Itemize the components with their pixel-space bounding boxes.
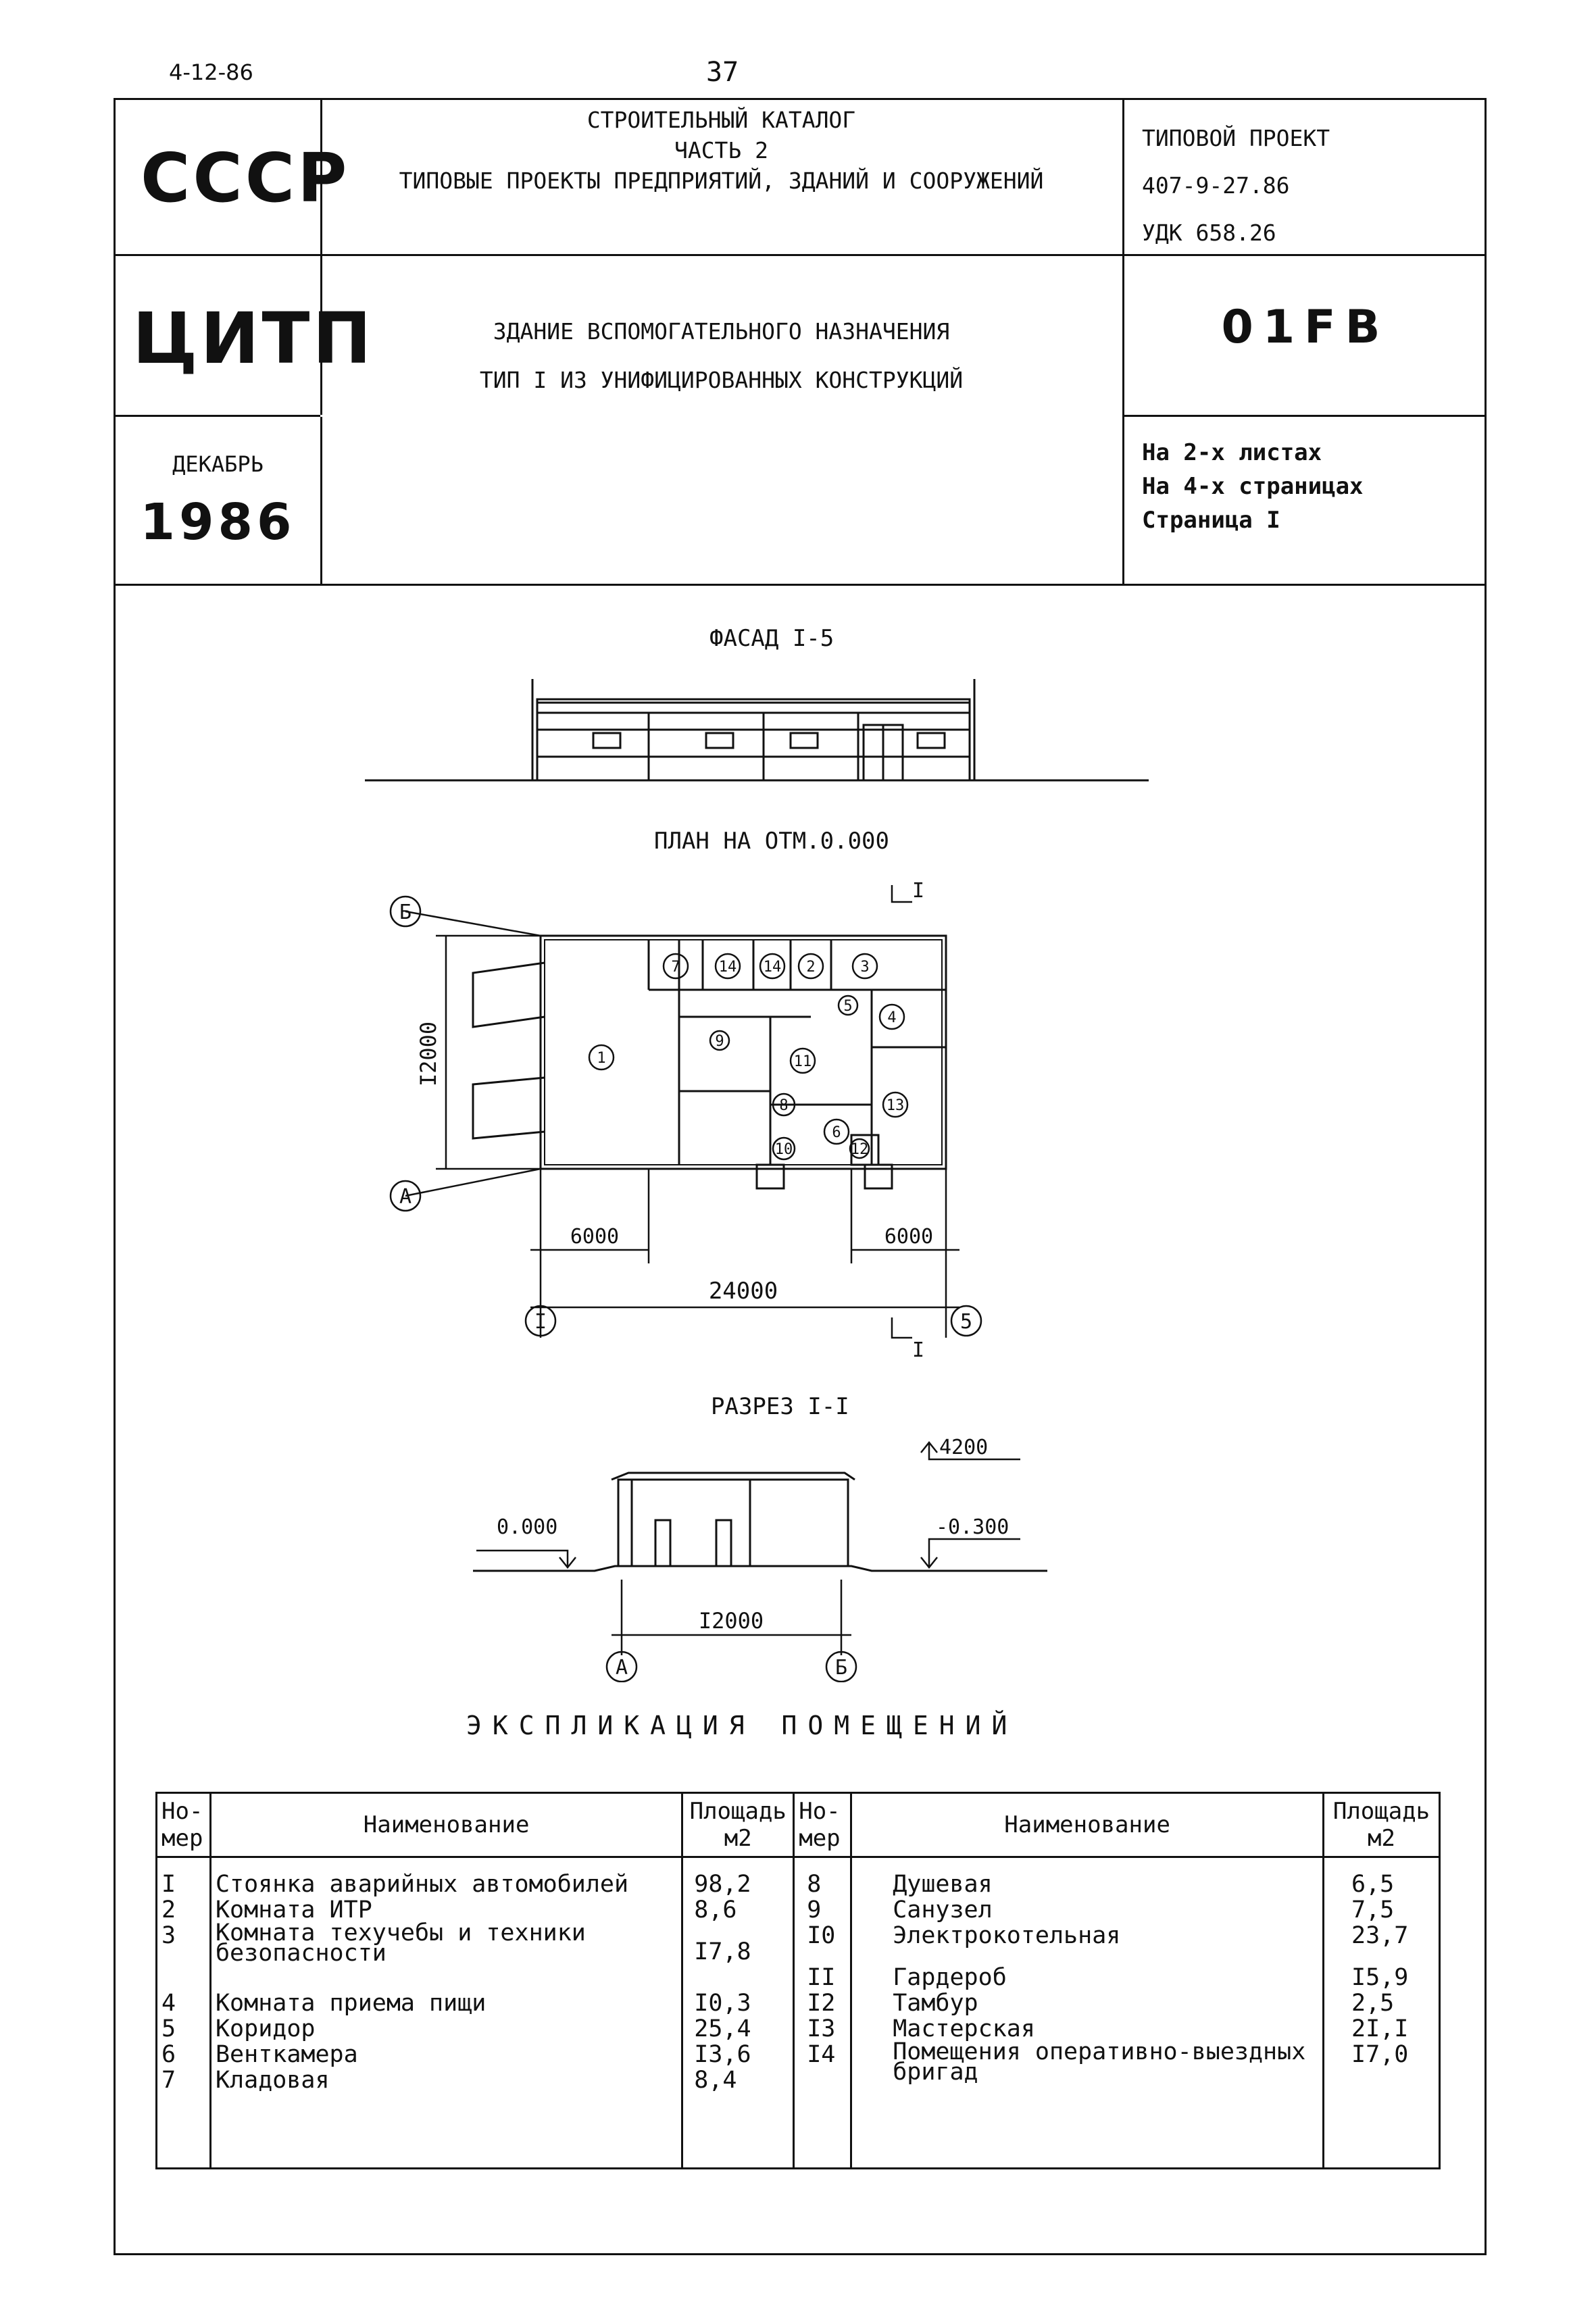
- dim-left: 6000: [570, 1225, 620, 1249]
- room-name: Кладовая: [210, 2067, 682, 2093]
- table-header-row: [157, 1793, 1440, 1857]
- project-info: [1142, 115, 1330, 257]
- room-num: I3: [794, 2016, 851, 2042]
- dim-right: 6000: [884, 1225, 934, 1249]
- sheet-line: Страница I: [1142, 507, 1280, 534]
- room-area: 8,4: [682, 2067, 794, 2093]
- col-header-name: Наименование: [210, 1793, 682, 1857]
- room-name: [210, 2093, 682, 2169]
- project-number: 407-9-27.86: [1142, 172, 1290, 199]
- page-number: 37: [706, 57, 739, 88]
- room-name: Венткамера: [210, 2042, 682, 2067]
- room-name: Комната приема пищи: [210, 1990, 682, 2016]
- section-title: РАЗРЕЗ I-I: [711, 1393, 849, 1420]
- room-number: 13: [886, 1097, 905, 1114]
- room-number: 1: [597, 1050, 606, 1067]
- room-name: Коридор: [210, 2016, 682, 2042]
- cccp-label: СССР: [141, 139, 350, 218]
- month: ДЕКАБРЬ: [172, 451, 264, 477]
- table-row: [157, 1990, 1440, 2016]
- plan-drawing: [378, 872, 1054, 1358]
- facade-title: ФАСАД I-5: [709, 625, 834, 652]
- section-outline: [618, 1480, 848, 1566]
- citp-label: ЦИТП: [132, 297, 374, 380]
- catalog-line: ЧАСТЬ 2: [674, 137, 769, 164]
- facade-drawing: [365, 665, 1149, 794]
- section-drawing: [466, 1426, 1047, 1682]
- room-area: [1324, 2093, 1440, 2169]
- room-num: 2: [157, 1897, 211, 1923]
- doc-code: 4-12-86: [169, 59, 253, 85]
- room-area: I7,8: [682, 1923, 794, 1965]
- room-name: Комната техучебы и техники безопасности: [210, 1923, 682, 1965]
- room-area: 98,2: [682, 1857, 794, 1898]
- room-area: I7,0: [1324, 2042, 1440, 2067]
- catalog-line: СТРОИТЕЛЬНЫЙ КАТАЛОГ: [587, 107, 856, 133]
- gap: [320, 415, 1122, 417]
- facade-window: [706, 733, 733, 748]
- room-area: 2,5: [1324, 1990, 1440, 2016]
- room-num: 8: [794, 1857, 851, 1898]
- room-area: I0,3: [682, 1990, 794, 2016]
- level-zero: 0.000: [497, 1515, 558, 1539]
- room-name: Комната ИТР: [210, 1897, 682, 1923]
- room-number: 14: [718, 959, 737, 976]
- room-name: Помещения оперативно-выездных бригад: [851, 2042, 1324, 2093]
- room-name: Мастерская: [851, 2016, 1324, 2042]
- room-area: 7,5: [1324, 1897, 1440, 1923]
- room-num: [157, 2093, 211, 2169]
- sheet-line: На 4-х страницах: [1142, 473, 1364, 500]
- room-num: I: [157, 1857, 211, 1898]
- room-number: 12: [850, 1141, 869, 1158]
- axis-label-5: 5: [959, 1310, 973, 1334]
- room-name: [210, 1965, 682, 1990]
- room-num: [794, 2093, 851, 2169]
- sheet-info: [1142, 436, 1364, 537]
- room-number: 5: [843, 998, 853, 1015]
- explication-table: [155, 1792, 1441, 2169]
- room-name: Электрокотельная: [851, 1923, 1324, 1965]
- axis-line: [405, 911, 541, 936]
- room-num: [157, 1965, 211, 1990]
- room-area: 25,4: [682, 2016, 794, 2042]
- room-number: 10: [774, 1141, 793, 1158]
- table-row: [157, 1857, 1440, 1898]
- col-header-num: Но- мер: [794, 1793, 851, 1857]
- room-name: [851, 2093, 1324, 2169]
- level-mark: [476, 1551, 576, 1567]
- col-header-num: Но- мер: [157, 1793, 211, 1857]
- room-number: 14: [763, 959, 782, 976]
- divider: [114, 584, 1487, 586]
- room-num: 3: [157, 1923, 211, 1965]
- facade-window: [791, 733, 818, 748]
- room-num: 5: [157, 2016, 211, 2042]
- cut-mark-top: [892, 885, 912, 902]
- document-code: 01FB: [1221, 301, 1390, 354]
- room-num: I2: [794, 1990, 851, 2016]
- table-row: [157, 1923, 1440, 1965]
- building-line: ЗДАНИЕ ВСПОМОГАТЕЛЬНОГО НАЗНАЧЕНИЯ: [493, 318, 950, 345]
- facade-outline: [537, 699, 970, 780]
- room-name: Стоянка аварийных автомобилей: [210, 1857, 682, 1898]
- room-area: 8,6: [682, 1897, 794, 1923]
- room-num: 4: [157, 1990, 211, 2016]
- room-num: II: [794, 1965, 851, 1990]
- catalog-line: ТИПОВЫЕ ПРОЕКТЫ ПРЕДПРИЯТИЙ, ЗДАНИЙ И СООРУЖЕНИЙ: [399, 168, 1044, 194]
- room-name: Санузел: [851, 1897, 1324, 1923]
- room-number: 9: [715, 1033, 724, 1050]
- room-number: 8: [779, 1097, 789, 1114]
- section-dim: I2000: [698, 1608, 764, 1634]
- section-door: [716, 1520, 731, 1566]
- room-number: 2: [806, 959, 816, 976]
- col-header-area: Площадь м2: [682, 1793, 794, 1857]
- room-number: 6: [832, 1124, 841, 1141]
- col-header-area: Площадь м2: [1324, 1793, 1440, 1857]
- udk-code: УДК 658.26: [1142, 220, 1276, 246]
- room-area: [1324, 2067, 1440, 2093]
- axis-label-a: А: [615, 1656, 628, 1680]
- room-name: Гардероб: [851, 1965, 1324, 1990]
- room-name: Тамбур: [851, 1990, 1324, 2016]
- room-num: I0: [794, 1923, 851, 1965]
- explication-title: ЭКСПЛИКАЦИЯ ПОМЕЩЕНИЙ: [466, 1711, 1018, 1740]
- dim-height: I2000: [416, 1021, 441, 1087]
- sheet-line: На 2-х листах: [1142, 439, 1322, 466]
- room-area: 2I,I: [1324, 2016, 1440, 2042]
- level-low: -0.300: [936, 1515, 1009, 1539]
- table-row: [157, 1965, 1440, 1990]
- room-number: 7: [671, 959, 680, 976]
- dim-total: 24000: [708, 1278, 778, 1305]
- level-top: 4200: [939, 1436, 989, 1459]
- cut-label: I: [912, 1338, 925, 1358]
- room-num: 9: [794, 1897, 851, 1923]
- cut-label: I: [912, 879, 925, 903]
- room-area: [682, 2093, 794, 2169]
- table-bottom-row: [157, 2093, 1440, 2169]
- axis-label-1: I: [534, 1310, 547, 1334]
- section-door: [655, 1520, 670, 1566]
- room-num: 7: [157, 2067, 211, 2093]
- year: 1986: [140, 493, 296, 551]
- gate-left: [473, 1078, 545, 1138]
- room-num: I4: [794, 2042, 851, 2067]
- axis-label-b: Б: [834, 1656, 848, 1680]
- room-area: [682, 1965, 794, 1990]
- axis-line: [405, 1169, 541, 1196]
- facade-window: [918, 733, 945, 748]
- room-number: 3: [860, 959, 870, 976]
- catalog-title: [324, 105, 1118, 196]
- level-mark: [921, 1539, 1020, 1567]
- facade-window: [593, 733, 620, 748]
- room-area: I5,9: [1324, 1965, 1440, 1990]
- project-type: ТИПОВОЙ ПРОЕКТ: [1142, 125, 1330, 151]
- gate-left: [473, 963, 545, 1027]
- axis-label-b: Б: [399, 901, 412, 924]
- room-number: 11: [793, 1053, 812, 1070]
- table-row: [157, 2042, 1440, 2067]
- building-line: ТИП I ИЗ УНИФИЦИРОВАННЫХ КОНСТРУКЦИЙ: [479, 367, 964, 393]
- room-area: 23,7: [1324, 1923, 1440, 1965]
- room-area: I3,6: [682, 2042, 794, 2067]
- room-num: 6: [157, 2042, 211, 2067]
- axis-label-a: А: [399, 1185, 412, 1209]
- room-number: 4: [887, 1009, 897, 1026]
- room-area: 6,5: [1324, 1857, 1440, 1898]
- room-num: [794, 2067, 851, 2093]
- plan-title: ПЛАН НА ОТМ.0.000: [654, 828, 889, 855]
- cut-mark-bottom: [892, 1317, 912, 1338]
- col-header-name: Наименование: [851, 1793, 1324, 1857]
- building-name: [324, 307, 1118, 405]
- room-name: Душевая: [851, 1857, 1324, 1898]
